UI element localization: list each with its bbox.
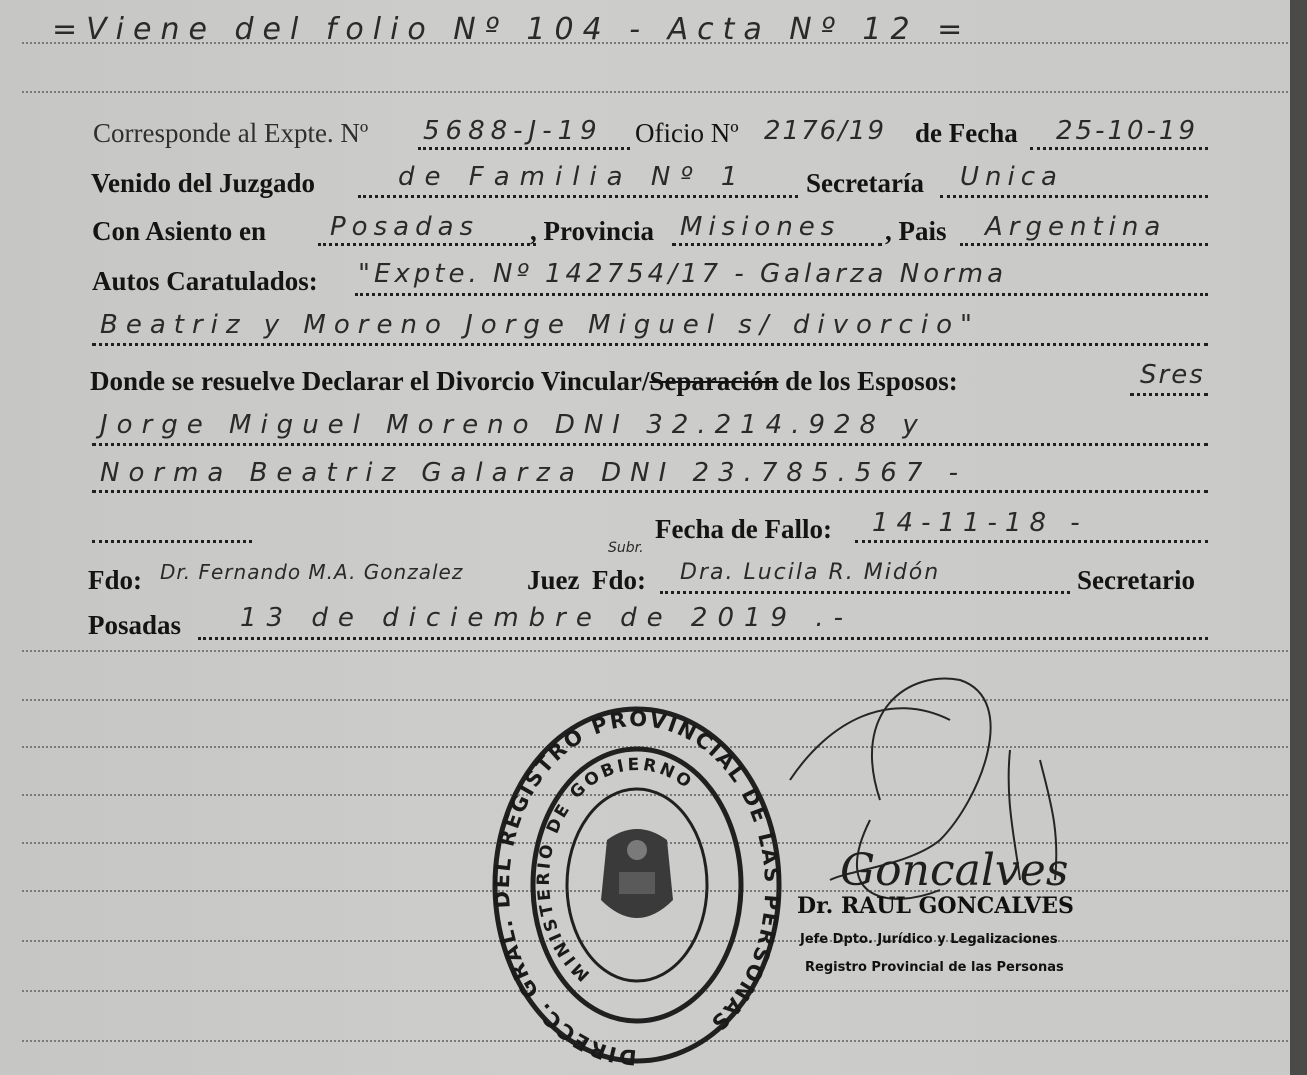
secretario-label: Secretario [1077,565,1195,595]
official-stamp [487,700,787,1070]
signatory-title-2: Registro Provincial de las Personas [805,960,1064,975]
autos-label: Autos Caratulados: [92,266,318,296]
secretaria-label: Secretaría [806,168,924,198]
pais-label: , Pais [885,216,947,246]
leader-dots [355,293,1208,296]
leader-dots [940,195,1208,198]
leader-dots [660,591,1070,594]
stamp-outer-text: DIRECC. GRAL. DEL REGISTRO PROVINCIAL DE LAS PERSONAS [489,706,785,1070]
juzgado-value: de Familia Nº 1 [398,162,748,192]
coat-of-arms-icon [601,829,673,918]
esposos-value-2: Norma Beatriz Galarza DNI 23.785.567 - [100,458,968,488]
resuelve-label-2: de los Esposos: [785,366,958,396]
posadas-value: 13 de diciembre de 2019 .- [240,603,853,633]
juzgado-label: Venido del Juzgado [91,168,316,198]
fallo-value: 14-11-18 - [872,508,1088,538]
resuelve-label-struck: Separación [649,366,779,396]
provincia-label: , Provincia [530,216,654,246]
autos-value-2: Beatriz y Moreno Jorge Miguel s/ divorcio" [100,310,980,340]
subr-note: Subr. [608,540,644,556]
header-note: =Viene del folio Nº 104 - Acta Nº 12 = [52,12,972,47]
leader-dots [672,243,882,246]
leader-dots [92,443,1208,446]
leader-dots [1130,393,1208,396]
signatory-title-1: Jefe Dpto. Jurídico y Legalizaciones [800,932,1058,947]
fallo-label: Fecha de Fallo: [655,514,832,544]
leader-dots [92,540,252,543]
leader-dots [92,490,1208,493]
esposos-value-0: Sres [1140,360,1205,390]
leader-dots [1030,147,1208,150]
page-edge [1290,0,1307,1075]
leader-dots [418,147,630,150]
provincia-value: Misiones [680,212,841,242]
ruled-line [22,650,1288,652]
esposos-value-1: Jorge Miguel Moreno DNI 32.214.928 y [100,410,927,440]
leader-dots [855,540,1208,543]
fdo-label: Fdo: [88,565,142,595]
leader-dots [318,243,536,246]
fdo-secretario-value: Dra. Lucila R. Midón [680,560,941,585]
leader-dots [358,195,798,198]
resuelve-label-1: Donde se resuelve Declarar el Divorcio Vincular/ [90,366,650,396]
juez-label: Juez [527,565,580,595]
asiento-label: Con Asiento en [92,216,267,246]
fdo2-label: Fdo: [592,565,646,595]
oficio-label: Oficio Nº [635,118,739,148]
leader-dots [198,637,1208,640]
stamp-inner-text: MINISTERIO DE GOBIERNO [533,754,698,985]
autos-value-1: "Expte. Nº 142754/17 - Galarza Norma [358,259,1008,289]
expte-label: Corresponde al Expte. Nº [93,118,369,148]
ruled-line [22,91,1288,93]
signature-handwritten: Goncalves [840,845,1069,896]
pais-value: Argentina [985,212,1167,242]
expte-value: 5688-J-19 [423,116,603,146]
posadas-label: Posadas [88,610,182,640]
leader-dots [92,343,1208,346]
asiento-value: Posadas [330,212,480,242]
secretaria-value: Unica [960,162,1063,192]
handwritten-signature [770,650,1090,930]
signatory-name: Dr. RAUL GONCALVES [797,893,1074,919]
fdo-juez-value: Dr. Fernando M.A. Gonzalez [160,560,464,584]
leader-dots [960,243,1208,246]
fecha-label: de Fecha [915,118,1018,148]
oficio-value: 2176/19 [764,116,887,146]
fecha-value: 25-10-19 [1056,116,1199,146]
